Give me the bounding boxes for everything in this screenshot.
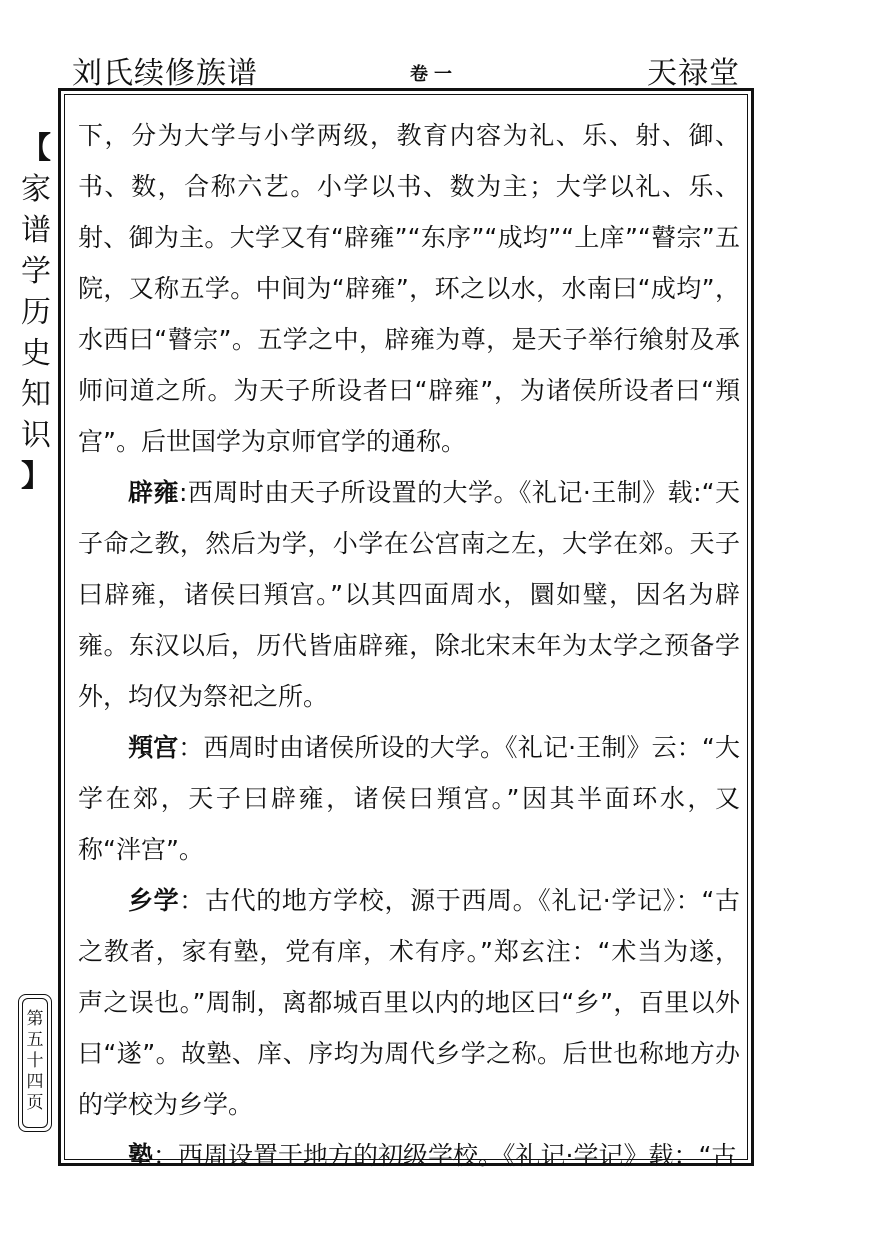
paragraph: [78, 722, 740, 875]
paragraph: [78, 467, 740, 722]
paragraph-text: ：古代的地方学校，源于西周。《礼记·学记》：“古之教者，家有塾，党有庠，术有序。”郑玄注：“术当为遂，声之误也。”周制，离都城百里以内的地区曰“乡”，百里以外曰“遂”。故塾、庠、序均为周代乡学之称。后世也称地方办的学校为乡学。: [78, 886, 740, 1119]
volume-label: 卷一: [410, 64, 458, 85]
paragraph-term: 頖宫: [128, 733, 179, 762]
side-char: 知: [21, 377, 51, 412]
page-number-char: 十: [26, 1051, 44, 1071]
hall-name: 天禄堂: [647, 56, 740, 91]
paragraph-text: ：西周设置于地方的初级学校。《礼记·学记》载：“古: [153, 1141, 737, 1170]
paragraph: [78, 110, 740, 467]
side-char: 学: [21, 254, 51, 289]
section-side-title: [16, 128, 56, 497]
paragraph: [78, 1130, 740, 1181]
page-number-char: 四: [26, 1072, 44, 1092]
genealogy-title: 刘氏续修族谱: [72, 56, 258, 91]
paragraph-text: :西周时由天子所设置的大学。《礼记·王制》载:“天子命之教，然后为学，小学在公宫南之左，大学在郊。天子曰辟雍，诸侯曰頖宫。”以其四面周水，圜如璧，因名为辟雍。东汉以后，历代皆庙辟雍，除北宋末年为太学之预备学外，均仅为祭祀之所。: [78, 478, 740, 711]
paragraph-term: 塾: [128, 1141, 154, 1170]
side-bracket-close: 】: [21, 459, 51, 494]
page-number-char: 五: [26, 1030, 44, 1050]
page-number-char: 页: [26, 1093, 44, 1113]
body-text: [78, 110, 740, 1170]
paragraph-term: 辟雍: [128, 478, 179, 507]
side-char: 历: [21, 295, 51, 330]
page-number-char: 第: [26, 1009, 44, 1029]
paragraph: [78, 875, 740, 1130]
paragraph-text: 下，分为大学与小学两级，教育内容为礼、乐、射、御、书、数，合称六艺。小学以书、数为主；大学以礼、乐、射、御为主。大学又有“辟雍”“东序”“成均”“上庠”“瞽宗”五院，又称五学。中间为“辟雍”，环之以水，水南曰“成均”，水西曰“瞽宗”。五学之中，辟雍为尊，是天子举行飨射及承师问道之所。为天子所设者曰“辟雍”，为诸侯所设者曰“頖宫”。后世国学为京师官学的通称。: [78, 121, 740, 456]
side-char: 家: [21, 172, 51, 207]
side-char: 史: [21, 336, 51, 371]
side-char: 识: [21, 418, 51, 453]
side-char: 谱: [21, 213, 51, 248]
page-number-tag: [18, 994, 52, 1132]
paragraph-text: ：西周时由诸侯所设的大学。《礼记·王制》云：“大学在郊，天子曰辟雍，诸侯曰頖宫。”因其半面环水，又称“泮宫”。: [78, 733, 740, 864]
side-bracket-open: 【: [21, 131, 51, 166]
paragraph-term: 乡学: [128, 886, 180, 915]
